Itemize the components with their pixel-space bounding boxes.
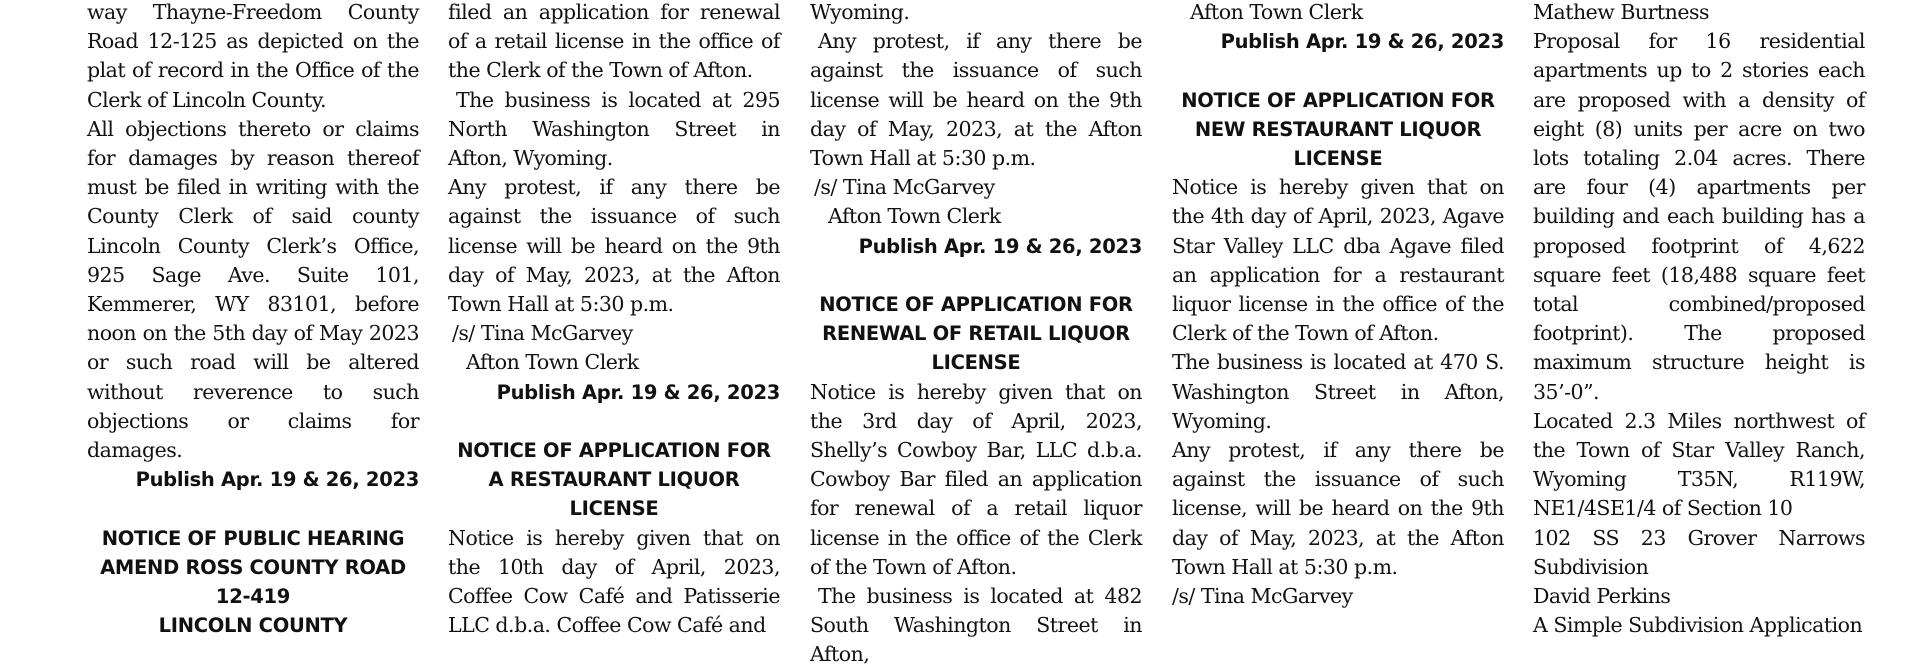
application-type: A Simple Subdivision Application [1533, 613, 1863, 638]
protest-paragraph: Any protest, if any there be against the issuance of such license will be heard on the 9th day of May, 2023, at the Afton Town Hall at 5:30 p.m. [448, 175, 780, 317]
protest-paragraph: Any protest, if any there be against the issuance of such license will be heard on the 9th day of May, 2023, at the Afton Town Hall at 5:30 p.m. [810, 29, 1142, 171]
business-location-paragraph: The business is located at 470 S. Washington Street in Afton, Wyoming. [1172, 350, 1504, 433]
proposal-paragraph: Proposal for 16 residential apartments up to 2 stories each are proposed with a density of eight (8) units per acre on two lots totaling 2.04 acres. There are four (4) apartments per building and each building has a proposed footprint of 4,622 square feet (18,488 square feet total combined/proposed footprint). The proposed maximum structure height is 35’-0”. [1533, 29, 1865, 404]
applicant-name: Mathew Burtness [1533, 0, 1710, 24]
objections-paragraph: All objections thereto or claims for damages by reason thereof must be filed in writing with the County Clerk of said county Lincoln County Clerk’s Office, 925 Sage Ave. Suite 101, Kemmerer, WY 83101, before noon on the 5th day of May 2023 or such road will be altered without reverence to such objections or claims for damages. [87, 116, 419, 463]
restaurant-notice-paragraph: Notice is hereby given that on the 10th day of April, 2023, Coffee Cow Café and Patisserie LLC d.b.a. Coffee Cow Café and [448, 525, 780, 638]
column-5 [1533, 0, 1865, 640]
publish-date: Publish Apr. 19 & 26, 2023 [496, 380, 780, 404]
renewal-application-continued: filed an application for renewal of a retail license in the office of the Clerk of the Town of Afton. [448, 0, 780, 83]
column-3 [810, 0, 1142, 670]
column-2 [448, 0, 780, 640]
business-location-paragraph: The business is located at 482 South Washington Street in Afton, [810, 584, 1142, 667]
clerk-signature: /s/ Tina McGarvey [814, 175, 995, 200]
publish-date: Publish Apr. 19 & 26, 2023 [135, 468, 419, 492]
clerk-signature: /s/ Tina McGarvey [452, 321, 633, 346]
notice-heading-public-hearing: NOTICE OF PUBLIC HEARING [101, 526, 405, 550]
publish-date: Publish Apr. 19 & 26, 2023 [858, 234, 1142, 258]
location-continued: Wyoming. [810, 0, 910, 24]
column-1 [87, 0, 419, 640]
publish-date: Publish Apr. 19 & 26, 2023 [1220, 30, 1504, 54]
agave-notice-paragraph: Notice is hereby given that on the 4th day of April, 2023, Agave Star Valley LLC dba Agave filed an application for a restaurant liquor license in the office of the Clerk of the Town of Afton. [1172, 175, 1504, 346]
clerk-title: Afton Town Clerk [466, 350, 639, 375]
column-4 [1172, 0, 1504, 611]
notice-subheading-county: LINCOLN COUNTY [158, 614, 348, 638]
notice-heading-renewal-retail: NOTICE OF APPLICATION FOR RENEWAL OF RETAIL LIQUOR LICENSE [819, 293, 1133, 375]
notice-heading-new-restaurant: NOTICE OF APPLICATION FOR NEW RESTAURANT LIQUOR LICENSE [1181, 88, 1495, 170]
location-paragraph: Located 2.3 Miles northwest of the Town of Star Valley Ranch, Wyoming T35N, R119W, NE1/4SE1/4 of Section 10 [1533, 408, 1865, 521]
cowboy-bar-notice-paragraph: Notice is hereby given that on the 3rd day of April, 2023, Shelly’s Cowboy Bar, LLC d.b.a. Cowboy Bar filed an application for renewal of a retail liquor license in the office of the Clerk of the Town of Afton. [810, 379, 1142, 579]
business-location-paragraph: The business is located at 295 North Washington Street in Afton, Wyoming. [448, 87, 780, 171]
clerk-title: Afton Town Clerk [1190, 0, 1363, 24]
notice-heading-restaurant-license: NOTICE OF APPLICATION FOR A RESTAURANT LIQUOR LICENSE [457, 439, 771, 521]
subdivision-name: 102 SS 23 Grover Narrows Subdivision [1533, 525, 1865, 579]
clerk-title: Afton Town Clerk [828, 204, 1001, 229]
applicant-name-2: David Perkins [1533, 584, 1671, 609]
protest-paragraph: Any protest, if any there be against the issuance of such license, will be heard on the 9th day of May, 2023, at the Afton Town Hall at 5:30 p.m. [1172, 438, 1504, 579]
road-notice-continued: way Thayne-Freedom County Road 12-125 as depicted on the plat of record in the Office of the Clerk of Lincoln County. [87, 0, 419, 112]
notice-subheading-road: AMEND ROSS COUNTY ROAD 12-419 [100, 555, 406, 609]
clerk-signature: /s/ Tina McGarvey [1172, 584, 1353, 609]
